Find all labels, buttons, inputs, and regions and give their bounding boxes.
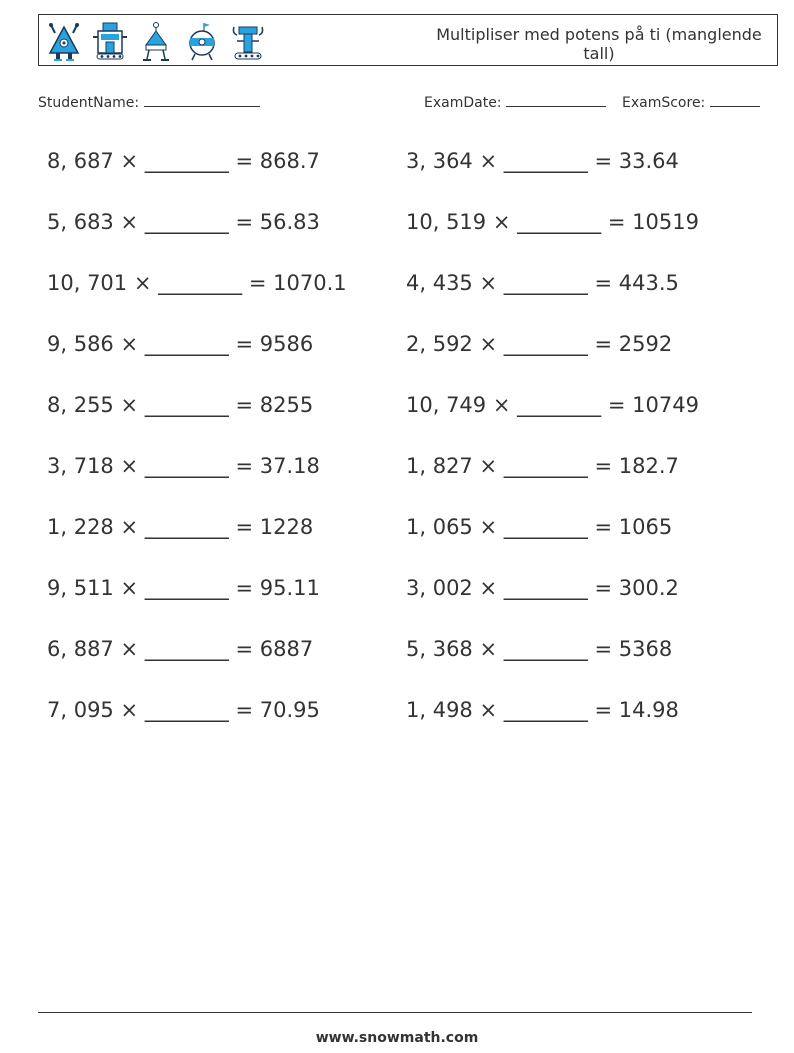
answer-blank[interactable]: ________ xyxy=(503,149,588,173)
student-name-blank[interactable] xyxy=(144,94,260,107)
equals-sign: = xyxy=(235,515,254,539)
footer-website: www.snowmath.com xyxy=(315,1030,479,1046)
robot-box-icon xyxy=(91,21,129,63)
equals-sign: = xyxy=(594,332,613,356)
times-sign: × xyxy=(479,149,498,173)
times-sign: × xyxy=(479,515,498,539)
exam-score-label: ExamScore: xyxy=(622,95,706,111)
problem-result: 8255 xyxy=(259,393,314,417)
problem-result: 33.64 xyxy=(618,149,679,173)
problem-result: 300.2 xyxy=(618,576,679,600)
times-sign: × xyxy=(479,332,498,356)
answer-blank[interactable]: ________ xyxy=(503,271,588,295)
problem-14 xyxy=(406,515,672,539)
problem-result: 182.7 xyxy=(618,454,679,478)
problem-result: 1065 xyxy=(618,515,673,539)
problem-result: 56.83 xyxy=(259,210,320,234)
equals-sign: = xyxy=(235,576,254,600)
equals-sign: = xyxy=(594,271,613,295)
problem-result: 1070.1 xyxy=(273,271,347,295)
robot-round-icon xyxy=(183,21,221,63)
times-sign: × xyxy=(479,576,498,600)
equals-sign: = xyxy=(594,149,613,173)
answer-blank[interactable]: ________ xyxy=(144,454,229,478)
times-sign: × xyxy=(479,454,498,478)
equals-sign: = xyxy=(594,698,613,722)
exam-date-blank[interactable] xyxy=(506,94,606,107)
problem-result: 6887 xyxy=(259,637,314,661)
equals-sign: = xyxy=(607,210,626,234)
answer-blank[interactable]: ________ xyxy=(503,332,588,356)
equals-sign: = xyxy=(235,698,254,722)
problem-18 xyxy=(406,637,672,661)
problem-factor: 10, 749 xyxy=(406,393,487,417)
answer-blank[interactable]: ________ xyxy=(144,576,229,600)
problem-factor: 1, 228 xyxy=(47,515,114,539)
problem-result: 5368 xyxy=(618,637,673,661)
times-sign: × xyxy=(120,637,139,661)
problem-factor: 7, 095 xyxy=(47,698,114,722)
problem-10 xyxy=(406,393,699,417)
equals-sign: = xyxy=(594,576,613,600)
answer-blank[interactable]: ________ xyxy=(517,393,602,417)
times-sign: × xyxy=(120,149,139,173)
problem-result: 70.95 xyxy=(259,698,320,722)
answer-blank[interactable]: ________ xyxy=(144,515,229,539)
worksheet-title: Multipliser med potens på ti (manglende tall) xyxy=(436,25,762,63)
times-sign: × xyxy=(120,454,139,478)
times-sign: × xyxy=(479,698,498,722)
problem-20 xyxy=(406,698,679,722)
times-sign: × xyxy=(479,271,498,295)
problem-factor: 2, 592 xyxy=(406,332,473,356)
problem-factor: 1, 827 xyxy=(406,454,473,478)
problem-13 xyxy=(47,515,313,539)
problem-3 xyxy=(47,210,320,234)
robot-antenna-icon xyxy=(229,21,267,63)
answer-blank[interactable]: ________ xyxy=(503,637,588,661)
problem-factor: 1, 065 xyxy=(406,515,473,539)
answer-blank[interactable]: ________ xyxy=(158,271,243,295)
exam-date-field xyxy=(424,94,606,111)
footer-divider xyxy=(38,1012,752,1013)
equals-sign: = xyxy=(594,637,613,661)
equals-sign: = xyxy=(594,454,613,478)
equals-sign: = xyxy=(607,393,626,417)
times-sign: × xyxy=(120,332,139,356)
problem-factor: 1, 498 xyxy=(406,698,473,722)
robot-icons xyxy=(45,21,267,63)
answer-blank[interactable]: ________ xyxy=(144,210,229,234)
problem-8 xyxy=(406,332,672,356)
problem-factor: 6, 887 xyxy=(47,637,114,661)
equals-sign: = xyxy=(235,149,254,173)
problem-result: 37.18 xyxy=(259,454,320,478)
equals-sign: = xyxy=(235,393,254,417)
equals-sign: = xyxy=(594,515,613,539)
times-sign: × xyxy=(120,393,139,417)
problem-result: 10749 xyxy=(632,393,699,417)
problem-result: 95.11 xyxy=(259,576,320,600)
times-sign: × xyxy=(120,576,139,600)
student-name-field xyxy=(38,94,260,111)
student-name-label: StudentName: xyxy=(38,95,140,111)
problem-17 xyxy=(47,637,313,661)
problem-factor: 5, 683 xyxy=(47,210,114,234)
problem-factor: 9, 511 xyxy=(47,576,114,600)
problem-2 xyxy=(406,149,679,173)
times-sign: × xyxy=(120,515,139,539)
problem-result: 443.5 xyxy=(618,271,679,295)
problem-result: 10519 xyxy=(632,210,699,234)
times-sign: × xyxy=(120,698,139,722)
equals-sign: = xyxy=(248,271,267,295)
problem-16 xyxy=(406,576,679,600)
answer-blank[interactable]: ________ xyxy=(144,393,229,417)
answer-blank[interactable]: ________ xyxy=(503,698,588,722)
problem-factor: 8, 255 xyxy=(47,393,114,417)
equals-sign: = xyxy=(235,454,254,478)
problem-6 xyxy=(406,271,679,295)
problem-factor: 9, 586 xyxy=(47,332,114,356)
answer-blank[interactable]: ________ xyxy=(503,454,588,478)
problem-12 xyxy=(406,454,679,478)
problem-factor: 3, 002 xyxy=(406,576,473,600)
exam-score-field xyxy=(622,94,760,111)
problem-factor: 10, 701 xyxy=(47,271,128,295)
answer-blank[interactable]: ________ xyxy=(503,515,588,539)
problem-result: 868.7 xyxy=(259,149,320,173)
equals-sign: = xyxy=(235,332,254,356)
equals-sign: = xyxy=(235,210,254,234)
problem-7 xyxy=(47,332,313,356)
times-sign: × xyxy=(479,637,498,661)
times-sign: × xyxy=(133,271,152,295)
problem-15 xyxy=(47,576,320,600)
problem-1 xyxy=(47,149,320,173)
answer-blank[interactable]: ________ xyxy=(144,149,229,173)
answer-blank[interactable]: ________ xyxy=(517,210,602,234)
problem-result: 2592 xyxy=(618,332,673,356)
exam-score-blank[interactable] xyxy=(710,94,760,107)
header-box xyxy=(38,14,778,66)
problem-factor: 10, 519 xyxy=(406,210,487,234)
robot-triangle-icon xyxy=(45,21,83,63)
problem-result: 14.98 xyxy=(618,698,679,722)
problem-9 xyxy=(47,393,313,417)
problem-factor: 5, 368 xyxy=(406,637,473,661)
problem-4 xyxy=(406,210,699,234)
robot-tripod-icon xyxy=(137,21,175,63)
problem-5 xyxy=(47,271,347,295)
problem-11 xyxy=(47,454,320,478)
problem-factor: 8, 687 xyxy=(47,149,114,173)
answer-blank[interactable]: ________ xyxy=(144,698,229,722)
exam-date-label: ExamDate: xyxy=(424,95,502,111)
problem-factor: 4, 435 xyxy=(406,271,473,295)
problem-result: 1228 xyxy=(259,515,314,539)
equals-sign: = xyxy=(235,637,254,661)
answer-blank[interactable]: ________ xyxy=(503,576,588,600)
times-sign: × xyxy=(120,210,139,234)
problem-19 xyxy=(47,698,320,722)
times-sign: × xyxy=(492,210,511,234)
answer-blank[interactable]: ________ xyxy=(144,332,229,356)
problem-factor: 3, 364 xyxy=(406,149,473,173)
problem-result: 9586 xyxy=(259,332,314,356)
problem-factor: 3, 718 xyxy=(47,454,114,478)
answer-blank[interactable]: ________ xyxy=(144,637,229,661)
times-sign: × xyxy=(492,393,511,417)
